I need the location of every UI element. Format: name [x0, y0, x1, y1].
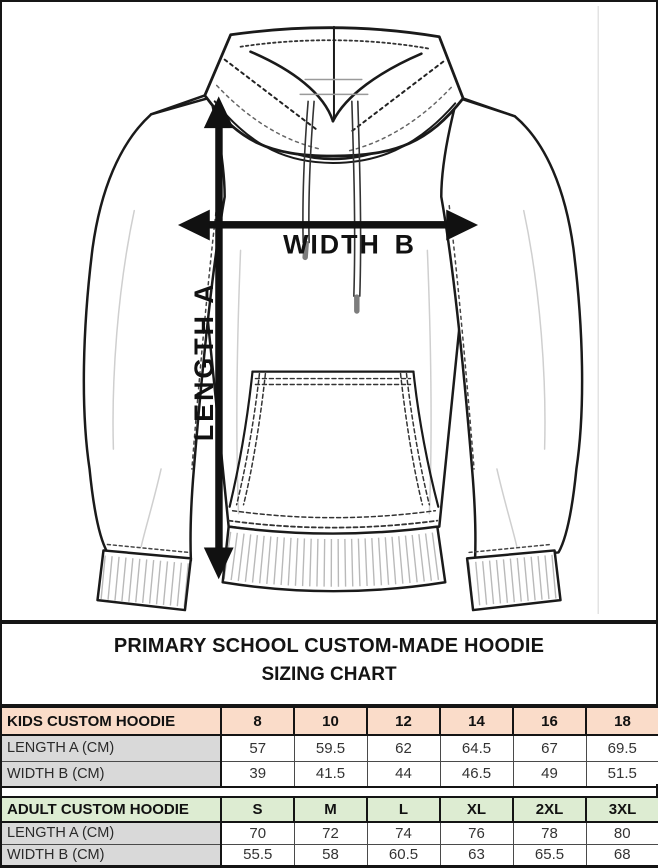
width-arrow-shaft: [207, 221, 449, 228]
adult-table-title: ADULT CUSTOM HOODIE: [1, 797, 221, 822]
value-cell: 55.5: [221, 844, 294, 866]
kids-header-row: [1, 707, 658, 735]
value-cell: 63: [440, 844, 513, 866]
value-cell: 58: [294, 844, 367, 866]
value-cell: 49: [513, 761, 586, 787]
value-cell: 76: [440, 822, 513, 844]
length-label: LENGTH A: [188, 281, 219, 442]
page-title: PRIMARY SCHOOL CUSTOM-MADE HOODIE: [113, 635, 545, 657]
row-label-cell: WIDTH B (CM): [1, 761, 221, 787]
kids-table-title: KIDS CUSTOM HOODIE: [1, 707, 221, 735]
size-header-cell: 2XL: [513, 797, 586, 822]
title-box: [0, 622, 658, 706]
size-header-cell: 14: [440, 707, 513, 735]
size-header-cell: L: [367, 797, 440, 822]
size-header-cell: XL: [440, 797, 513, 822]
hoodie-drawing: [2, 2, 656, 620]
adult-length-row: [1, 822, 658, 844]
size-header-cell: 18: [586, 707, 658, 735]
value-cell: 46.5: [440, 761, 513, 787]
size-header-cell: 12: [367, 707, 440, 735]
value-cell: 78: [513, 822, 586, 844]
kids-length-row: [1, 735, 658, 761]
size-header-cell: M: [294, 797, 367, 822]
value-cell: 39: [221, 761, 294, 787]
row-label-cell: LENGTH A (CM): [1, 822, 221, 844]
value-cell: 69.5: [586, 735, 658, 761]
width-label: WIDTH: [283, 229, 381, 260]
kids-width-row: [1, 761, 658, 787]
adult-width-row: [1, 844, 658, 866]
size-header-cell: 16: [513, 707, 586, 735]
value-cell: 65.5: [513, 844, 586, 866]
value-cell: 64.5: [440, 735, 513, 761]
value-cell: 68: [586, 844, 658, 866]
size-header-cell: S: [221, 797, 294, 822]
size-header-cell: 10: [294, 707, 367, 735]
value-cell: 80: [586, 822, 658, 844]
hoodie-sketch: [84, 27, 582, 610]
value-cell: 57: [221, 735, 294, 761]
value-cell: 72: [294, 822, 367, 844]
value-cell: 70: [221, 822, 294, 844]
row-label-cell: WIDTH B (CM): [1, 844, 221, 866]
value-cell: 60.5: [367, 844, 440, 866]
value-cell: 74: [367, 822, 440, 844]
value-cell: 44: [367, 761, 440, 787]
right-sleeve: [441, 97, 582, 560]
size-header-cell: 8: [221, 707, 294, 735]
kids-size-table: [0, 706, 658, 788]
value-cell: 67: [513, 735, 586, 761]
value-cell: 59.5: [294, 735, 367, 761]
row-label-cell: LENGTH A (CM): [1, 735, 221, 761]
value-cell: 41.5: [294, 761, 367, 787]
adult-size-table: [0, 796, 658, 868]
adult-header-row: [1, 797, 658, 822]
value-cell: 62: [367, 735, 440, 761]
value-cell: 51.5: [586, 761, 658, 787]
width-letter-label: B: [394, 229, 414, 260]
page-subtitle: SIZING CHART: [261, 664, 397, 685]
size-header-cell: 3XL: [586, 797, 658, 822]
